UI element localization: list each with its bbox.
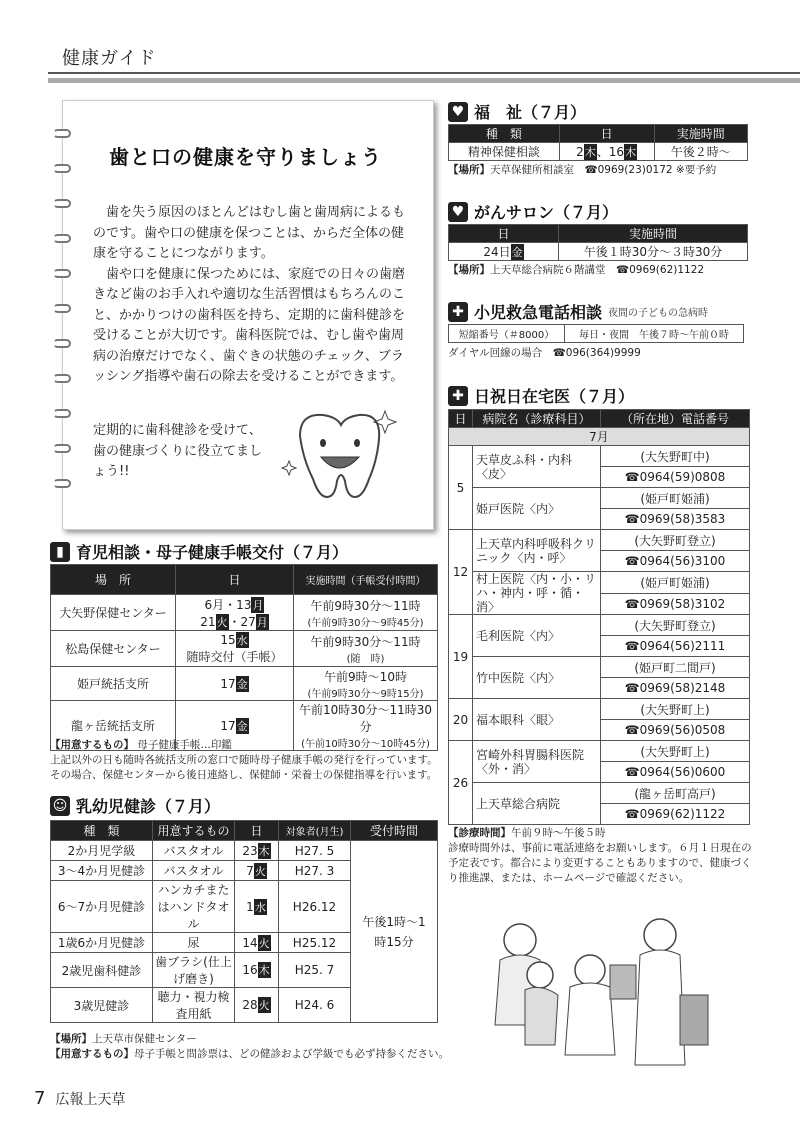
table-row: 3歳児健診 聴力・視力検査用紙 28火 H24. 6	[51, 988, 438, 1023]
ring-icon	[53, 164, 71, 173]
col-header: 実施時間（手帳受付時間）	[294, 565, 438, 595]
time-cell: 午前9時30分～11時 (随 時)	[294, 631, 438, 667]
header-rule	[48, 72, 800, 74]
medical-cross-icon: ✚	[448, 386, 468, 406]
doctor-with-children-illustration	[470, 905, 720, 1075]
ring-icon	[53, 199, 71, 208]
cancer-salon-place: 【場所】上天草総合病院６階講堂 ☎0969(62)1122	[448, 264, 705, 276]
ring-icon	[53, 339, 71, 348]
section-childcare-title	[50, 540, 348, 563]
ring-icon	[53, 304, 71, 313]
col-header: 場 所	[51, 565, 176, 595]
memo-closing: 定期的に歯科健診を受けて、歯の健康づくりに役立てましょう!!	[93, 423, 263, 479]
footer	[34, 1088, 125, 1109]
table-row	[51, 595, 438, 631]
time-cell: 午前9時～10時 (午前9時30分～9時15分)	[294, 667, 438, 701]
page-number: 7	[34, 1088, 46, 1109]
date-cell: 6月・13月 21火・27月	[176, 595, 294, 631]
table-row: 26 宮崎外科胃腸科医院〈外・消〉 (大矢野町上)	[449, 741, 750, 762]
ring-icon	[53, 374, 71, 383]
table-row: 村上医院〈内・小・リハ・神内・呼・循・消〉 (姫戸町姫浦)	[449, 572, 750, 594]
table-row: 5 天草皮ふ科・内科〈皮〉 (大矢野町中)	[449, 446, 750, 467]
date-cell: 15水 随時交付（手帳）	[176, 631, 294, 667]
col-header: 日	[235, 821, 279, 841]
table-row: 短縮番号（＃8000） 毎日・夜間 午後７時～午前０時	[449, 325, 744, 343]
place-cell: 松島保健センター	[51, 631, 176, 667]
section-welfare-title: ♥ 福 祉（７月）	[448, 100, 586, 123]
ring-icon	[53, 129, 71, 138]
col-header: 受付時間	[351, 821, 438, 841]
section-checkup-title	[50, 794, 220, 817]
section-holiday-doctors-title: ✚ 日祝日在宅医（７月）	[448, 384, 634, 407]
page-title: 健康ガイド	[62, 48, 157, 69]
table-row: 12 上天草内科呼吸科クリニック〈内・呼〉 (大矢野町登立)	[449, 530, 750, 551]
table-row: 24日金 午後１時30分～３時30分	[449, 243, 748, 261]
welfare-place: 【場所】天草保健所相談室 ☎0969(23)0172 ※要予約	[448, 164, 717, 176]
memo-paragraph: 歯や口を健康に保つためには、家庭での日々の歯磨きなど歯のお手入れや適切な生活習慣はもちろんのこと、かかりつけの歯科医を持ち、定期的に歯科健診を受けることが大切です。歯科医院では、むし歯や歯周病の治療だけでなく、歯ぐきの状態のチェック、ブラッシング指導や歯石の除去を受けることができます。	[93, 266, 406, 384]
tooth-illustration	[275, 401, 405, 511]
bottle-icon: ▮	[50, 542, 70, 562]
date-cell: 17金	[176, 667, 294, 701]
childcare-table	[50, 564, 438, 751]
ring-icon	[53, 269, 71, 278]
section-pediatric-emergency-title: ✚ 小児救急電話相談 夜間の子どもの急病時	[448, 300, 708, 323]
checkup-notes: 【場所】上天草市保健センター 【用意するもの】母子手帳と問診票は、どの健診および学級でも必ず持参ください。	[50, 1033, 449, 1060]
ring-icon	[53, 444, 71, 453]
memo-title: 歯と口の健康を守りましょう	[109, 145, 382, 169]
checkup-table	[50, 820, 438, 1023]
table-row: 2歳児歯科健診 歯ブラシ(仕上げ磨き) 16木 H25. 7	[51, 953, 438, 988]
place-cell: 龍ヶ岳統括支所	[51, 701, 176, 751]
header-rule-thick	[48, 78, 800, 83]
place-cell: 大矢野保健センター	[51, 595, 176, 631]
holiday-doctors-table: 日 病院名（診療科目） （所在地）電話番号 7月 5 天草皮ふ科・内科〈皮〉 (大矢野町中) ☎0964(59)0808 姫戸医院〈内〉 (姫戸町姫浦) ☎0969(58)3583 12 上天草内科呼吸科クリニック〈内・呼〉 (大矢野町登立) ☎0964(56)3100 村上医院〈内・小・リハ・神内・呼・循・消〉 (姫戸町姫浦) ☎0969(58)3102 19 毛利医院〈内〉 (大矢野町登立) ☎0964(56)2111 竹中医院〈内〉 (姫戸町二間戸) ☎0969(58)2148 20 福本眼科〈眼〉 (大矢野町上) ☎0969(56)0508 26 宮崎外科胃腸科医院〈外・消〉 (大矢野町上) ☎0964(56)0600 上天草総合病院 (龍ヶ岳町高戸) ☎0969(62)1122	[448, 409, 750, 825]
pediatric-emergency-table	[448, 324, 744, 343]
table-row: 19 毛利医院〈内〉 (大矢野町登立)	[449, 615, 750, 636]
date-cell: 17金	[176, 701, 294, 751]
table-row: 6～7か月児健診 ハンカチまたはハンドタオル 1水 H26.12	[51, 881, 438, 933]
memo-paragraph: 歯を失う原因のほとんどはむし歯と歯周病によるものです。歯や口の健康を保つことは、からだ全体の健康を守ることにつながります。	[93, 205, 406, 261]
col-header: 用意するもの	[153, 821, 235, 841]
ring-icon	[53, 234, 71, 243]
ring-icon	[53, 409, 71, 418]
table-row: 竹中医院〈内〉 (姫戸町二間戸)	[449, 657, 750, 678]
section-title-text: 育児相談・母子健康手帳交付（７月）	[76, 543, 349, 562]
table-row: 精神保健相談 2木、16木 午後２時～	[449, 143, 748, 161]
table-row: 上天草総合病院 (龍ヶ岳町高戸)	[449, 783, 750, 804]
table-row: 姫戸医院〈内〉 (姫戸町姫浦)	[449, 488, 750, 509]
table-row	[51, 631, 438, 667]
dental-health-memo	[62, 100, 434, 530]
section-cancer-salon-title: ♥ がんサロン（７月）	[448, 200, 618, 223]
table-row: 1歳6か月児健診 尿 14火 H25.12	[51, 933, 438, 953]
table-row: 2か月児学級 バスタオル 23木 H27. 5 午後1時～1時15分	[51, 841, 438, 861]
cancer-salon-table: 日 実施時間 24日金 午後１時30分～３時30分	[448, 224, 748, 261]
col-header: 種 類	[51, 821, 153, 841]
publication-name: 広報上天草	[55, 1092, 126, 1108]
col-header: 日	[176, 565, 294, 595]
table-row: 20 福本眼科〈眼〉 (大矢野町上)	[449, 699, 750, 720]
heart-icon: ♥	[448, 102, 468, 122]
time-cell: 午前10時30分～11時30分 (午前10時30分～10時45分)	[294, 701, 438, 751]
col-header: 対象者(月生)	[279, 821, 351, 841]
welfare-table: 種 類 日 実施時間 精神保健相談 2木、16木 午後２時～	[448, 124, 748, 161]
holiday-doctors-notes: 【診療時間】午前９時～午後５時 診療時間外は、事前に電話連絡をお願いします。６月１日現在の予定表です。都合により変更することもありますので、健康づくり推進課、または、ホームページで確認ください。	[448, 827, 752, 884]
table-row: 3～4か月児健診 バスタオル 7火 H27. 3	[51, 861, 438, 881]
place-cell: 姫戸統括支所	[51, 667, 176, 701]
section-title-text: 乳幼児健診（７月）	[76, 797, 221, 816]
table-row	[51, 667, 438, 701]
medical-cross-icon: ✚	[448, 302, 468, 322]
childcare-notes: 【用意するもの】 母子健康手帳…印鑑 上記以外の日も随時各統括支所の窓口で随時母子健康手帳の発行を行っています。その場合、保健センターから後日連絡し、保健師・栄養士の保健指導を行います。	[50, 739, 438, 781]
dial-line-info: ダイヤル回線の場合 ☎096(364)9999	[448, 347, 641, 359]
reception-time: 午後1時～1時15分	[351, 841, 438, 1023]
memo-body	[93, 203, 413, 388]
baby-icon: ☺	[50, 796, 70, 816]
heart-icon: ♥	[448, 202, 468, 222]
ring-icon	[53, 479, 71, 488]
time-cell: 午前9時30分～11時 (午前9時30分～9時45分)	[294, 595, 438, 631]
